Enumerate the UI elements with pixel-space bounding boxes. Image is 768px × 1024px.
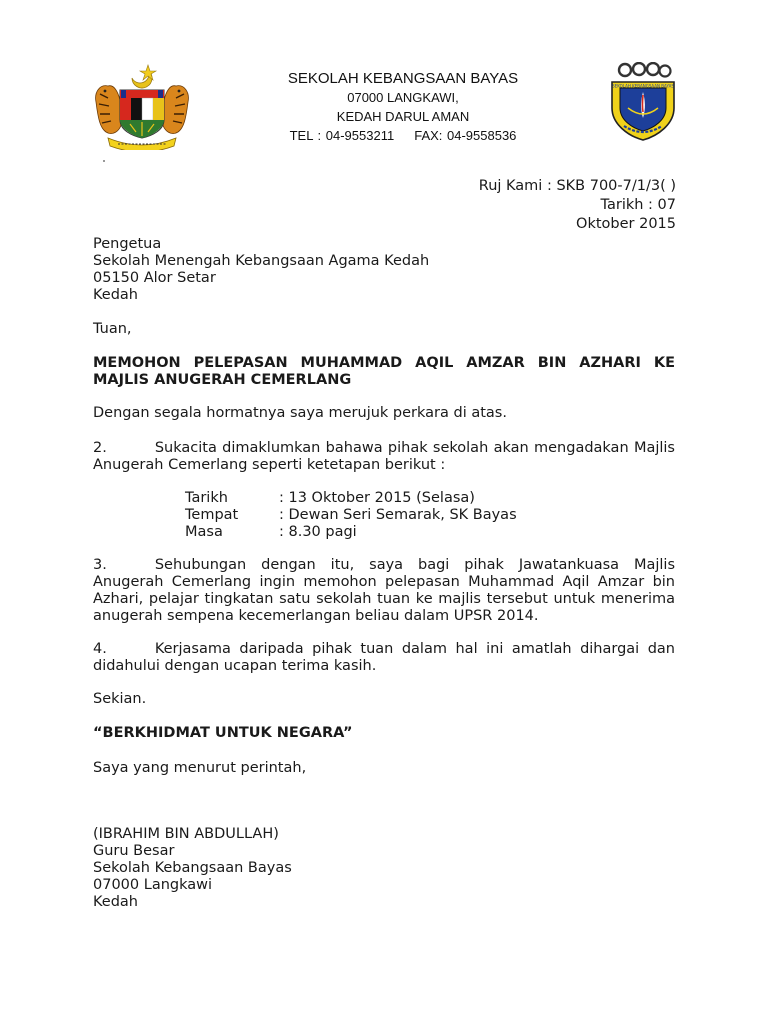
paragraph-text: Sehubungan dengan itu, saya bagi pihak Jawatankuasa Majlis Anugerah Cemerlang ingin memohon pelepasan Muhammad Aqil Amzar bin Azhari, pelajar tingkatan satu sekolah tuan ke majlis tersebut untuk menerima anugerah sempena kecemerlangan beliau dalam UPSR 2014.: [93, 557, 675, 624]
recipient-line: 05150 Alor Setar: [93, 270, 216, 286]
signatory-state: Kedah: [93, 894, 138, 910]
paragraph-text: Sukacita dimaklumkan bahawa pihak sekolah akan mengadakan Majlis Anugerah Cemerlang seperti ketetapan berikut :: [93, 440, 675, 473]
contact-line: [200, 126, 606, 145]
schedule-row: [185, 507, 517, 524]
school-postcode: 07000 LANGKAWI,: [347, 90, 459, 105]
school-name: SEKOLAH KEBANGSAAN BAYAS: [287, 70, 519, 87]
logo-lettering: SEKOLAH KEBANGSAAN BAYAS: [612, 83, 674, 89]
recipient-line: Kedah: [93, 287, 138, 303]
schedule-label: Tempat: [185, 507, 239, 523]
stray-mark: [103, 160, 105, 162]
schedule-row: [185, 490, 517, 507]
schedule-value: : Dewan Seri Semarak, SK Bayas: [279, 507, 517, 523]
event-schedule: [185, 490, 517, 541]
signature-block: [93, 826, 292, 911]
letter-date: Tarikh : 07: [600, 197, 676, 213]
letterhead: [200, 70, 606, 145]
paragraph-number: 2.: [93, 440, 107, 456]
schedule-label: Masa: [185, 524, 223, 540]
closing: Sekian.: [93, 691, 147, 707]
recipient-line: Sekolah Menengah Kebangsaan Agama Kedah: [93, 253, 430, 269]
paragraph-text: Kerjasama daripada pihak tuan dalam hal ini amatlah dihargai dan didahului dengan ucapan terima kasih.: [93, 641, 675, 674]
reference-block: [479, 178, 676, 233]
opening-line: Dengan segala hormatnya saya merujuk perkara di atas.: [93, 405, 507, 421]
paragraph-number: 3.: [93, 557, 107, 573]
coat-of-arms-logo: [90, 62, 194, 150]
schedule-value: : 8.30 pagi: [279, 524, 357, 540]
motto: “BERKHIDMAT UNTUK NEGARA”: [93, 725, 353, 741]
paragraph-4: [93, 641, 675, 675]
signatory-town: 07000 Langkawi: [93, 877, 213, 893]
paragraph-2: [93, 440, 675, 474]
school-state: KEDAH DARUL AMAN: [336, 109, 470, 124]
telephone: TEL : 04-9553211: [289, 128, 395, 143]
signatory-title: Guru Besar: [93, 843, 175, 859]
schedule-row: [185, 524, 517, 541]
school-emblem-logo: [608, 62, 678, 142]
sign-off: Saya yang menurut perintah,: [93, 760, 307, 776]
reference-number: Ruj Kami : SKB 700-7/1/3( ): [478, 178, 676, 194]
letter-subject: MEMOHON PELEPASAN MUHAMMAD AQIL AMZAR BIN AZHARI KE MAJLIS ANUGERAH CEMERLANG: [93, 355, 675, 388]
letter-date-continued: Oktober 2015: [576, 216, 676, 232]
recipient-address: [93, 236, 429, 304]
paragraph-number: 4.: [93, 641, 107, 657]
schedule-value: : 13 Oktober 2015 (Selasa): [279, 490, 475, 506]
signatory-name: (IBRAHIM BIN ABDULLAH): [93, 826, 279, 842]
signatory-school: Sekolah Kebangsaan Bayas: [93, 860, 292, 876]
fax: FAX: 04-9558536: [414, 128, 517, 143]
paragraph-3: [93, 557, 675, 625]
salutation: Tuan,: [93, 321, 132, 337]
recipient-line: Pengetua: [93, 236, 162, 252]
schedule-label: Tarikh: [185, 490, 228, 506]
